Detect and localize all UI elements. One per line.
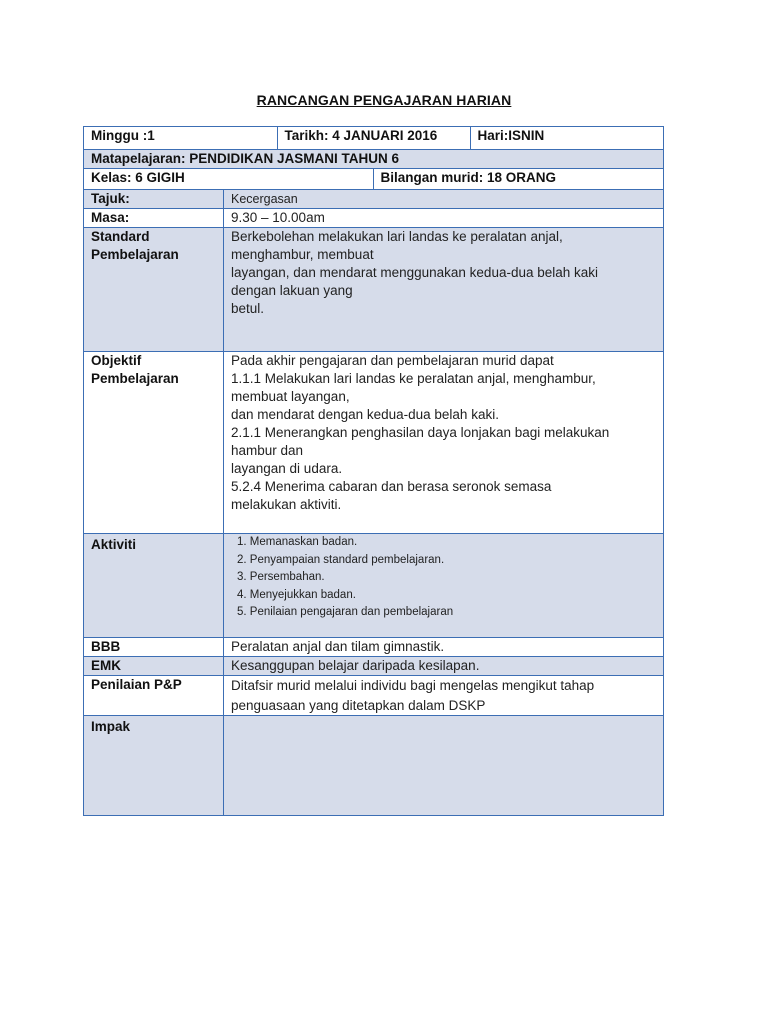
minggu-cell [84, 127, 277, 149]
row-minggu-tarikh-hari [84, 127, 664, 150]
list-item: 3. Persembahan. [237, 571, 325, 583]
list-item: 1. Memanaskan badan. [237, 536, 358, 548]
impak-value [224, 716, 664, 816]
row-standard-pembelajaran [84, 228, 664, 352]
list-item: 4. Menyejukkan badan. [237, 588, 356, 601]
standard-line: layangan, dan mendarat menggunakan kedua-dua belah kaki [231, 265, 599, 280]
tajuk-value: Kecergasan [224, 190, 664, 209]
kelas-cell [84, 169, 373, 189]
emk-label: EMK [84, 657, 224, 676]
matapelajaran-text: Matapelajaran: PENDIDIKAN JASMANI TAHUN 6 [91, 151, 400, 166]
penilaian-line: penguasaan yang ditetapkan dalam DSKP [231, 697, 486, 713]
row-kelas-bilangan [84, 169, 664, 190]
document-title: RANCANGAN PENGAJARAN HARIAN [256, 92, 512, 108]
row-bbb [84, 638, 664, 657]
objektif-line: 2.1.1 Menerangkan penghasilan daya lonjakan bagi melakukan [231, 425, 610, 440]
aktiviti-label: Aktiviti [84, 534, 224, 638]
row-emk [84, 657, 664, 676]
row-penilaian [84, 676, 664, 716]
row-aktiviti [84, 534, 664, 638]
objektif-line: layangan di udara. [231, 461, 343, 476]
row-masa [84, 209, 664, 228]
standard-label-line2: Pembelajaran [91, 247, 179, 262]
standard-line: betul. [231, 301, 265, 316]
kelas-inner-row [84, 169, 664, 189]
objektif-line: Pada akhir pengajaran dan pembelajaran murid dapat [231, 353, 554, 368]
standard-label [84, 228, 224, 352]
row-matapelajaran [84, 150, 664, 169]
penilaian-line: Ditafsir murid melalui individu bagi mengelas mengikut tahap [231, 678, 595, 693]
penilaian-label: Penilaian P&P [84, 676, 224, 716]
lesson-plan-table [83, 126, 664, 816]
hari-cell [470, 127, 664, 149]
impak-label: Impak [84, 716, 224, 816]
objektif-line: 5.2.4 Menerima cabaran dan berasa seronok semasa [231, 479, 552, 494]
objektif-label [84, 352, 224, 534]
bbb-label: BBB [84, 638, 224, 657]
tarikh-text: Tarikh: 4 JANUARI 2016 [284, 128, 438, 143]
emk-value: Kesanggupan belajar daripada kesilapan. [224, 657, 664, 676]
aktiviti-list [231, 534, 656, 622]
bbb-value: Peralatan anjal dan tilam gimnastik. [224, 638, 664, 657]
masa-value: 9.30 – 10.00am [224, 209, 664, 228]
bilangan-cell [373, 169, 664, 189]
tarikh-cell [277, 127, 470, 149]
standard-line: Berkebolehan melakukan lari landas ke peralatan anjal, [231, 229, 563, 244]
objektif-line: hambur dan [231, 443, 304, 458]
objektif-line: membuat layangan, [231, 389, 350, 404]
row-impak [84, 716, 664, 816]
standard-value [224, 228, 664, 352]
tajuk-label: Tajuk: [84, 190, 224, 209]
hari-text: Hari:ISNIN [477, 128, 545, 143]
objektif-label-line2: Pembelajaran [91, 371, 179, 386]
list-item: 2. Penyampaian standard pembelajaran. [237, 553, 445, 566]
objektif-value [224, 352, 664, 534]
objektif-line: dan mendarat dengan kedua-dua belah kaki. [231, 407, 499, 422]
penilaian-value [224, 676, 664, 716]
aktiviti-value [224, 534, 664, 638]
objektif-label-line1: Objektif [91, 353, 142, 368]
masa-label: Masa: [84, 209, 224, 228]
standard-line: menghambur, membuat [231, 247, 374, 262]
minggu-text: Minggu :1 [91, 128, 155, 143]
standard-label-line1: Standard [91, 229, 150, 244]
objektif-line: melakukan aktiviti. [231, 497, 342, 512]
row-objektif-pembelajaran [84, 352, 664, 534]
objektif-line: 1.1.1 Melakukan lari landas ke peralatan anjal, menghambur, [231, 371, 596, 386]
standard-line: dengan lakuan yang [231, 283, 353, 298]
header-inner-row [84, 127, 664, 149]
list-item: 5. Penilaian pengajaran dan pembelajaran [237, 606, 454, 618]
bilangan-text: Bilangan murid: 18 ORANG [380, 170, 557, 185]
row-tajuk [84, 190, 664, 209]
kelas-text: Kelas: 6 GIGIH [91, 170, 185, 185]
matapelajaran-cell [84, 150, 664, 169]
